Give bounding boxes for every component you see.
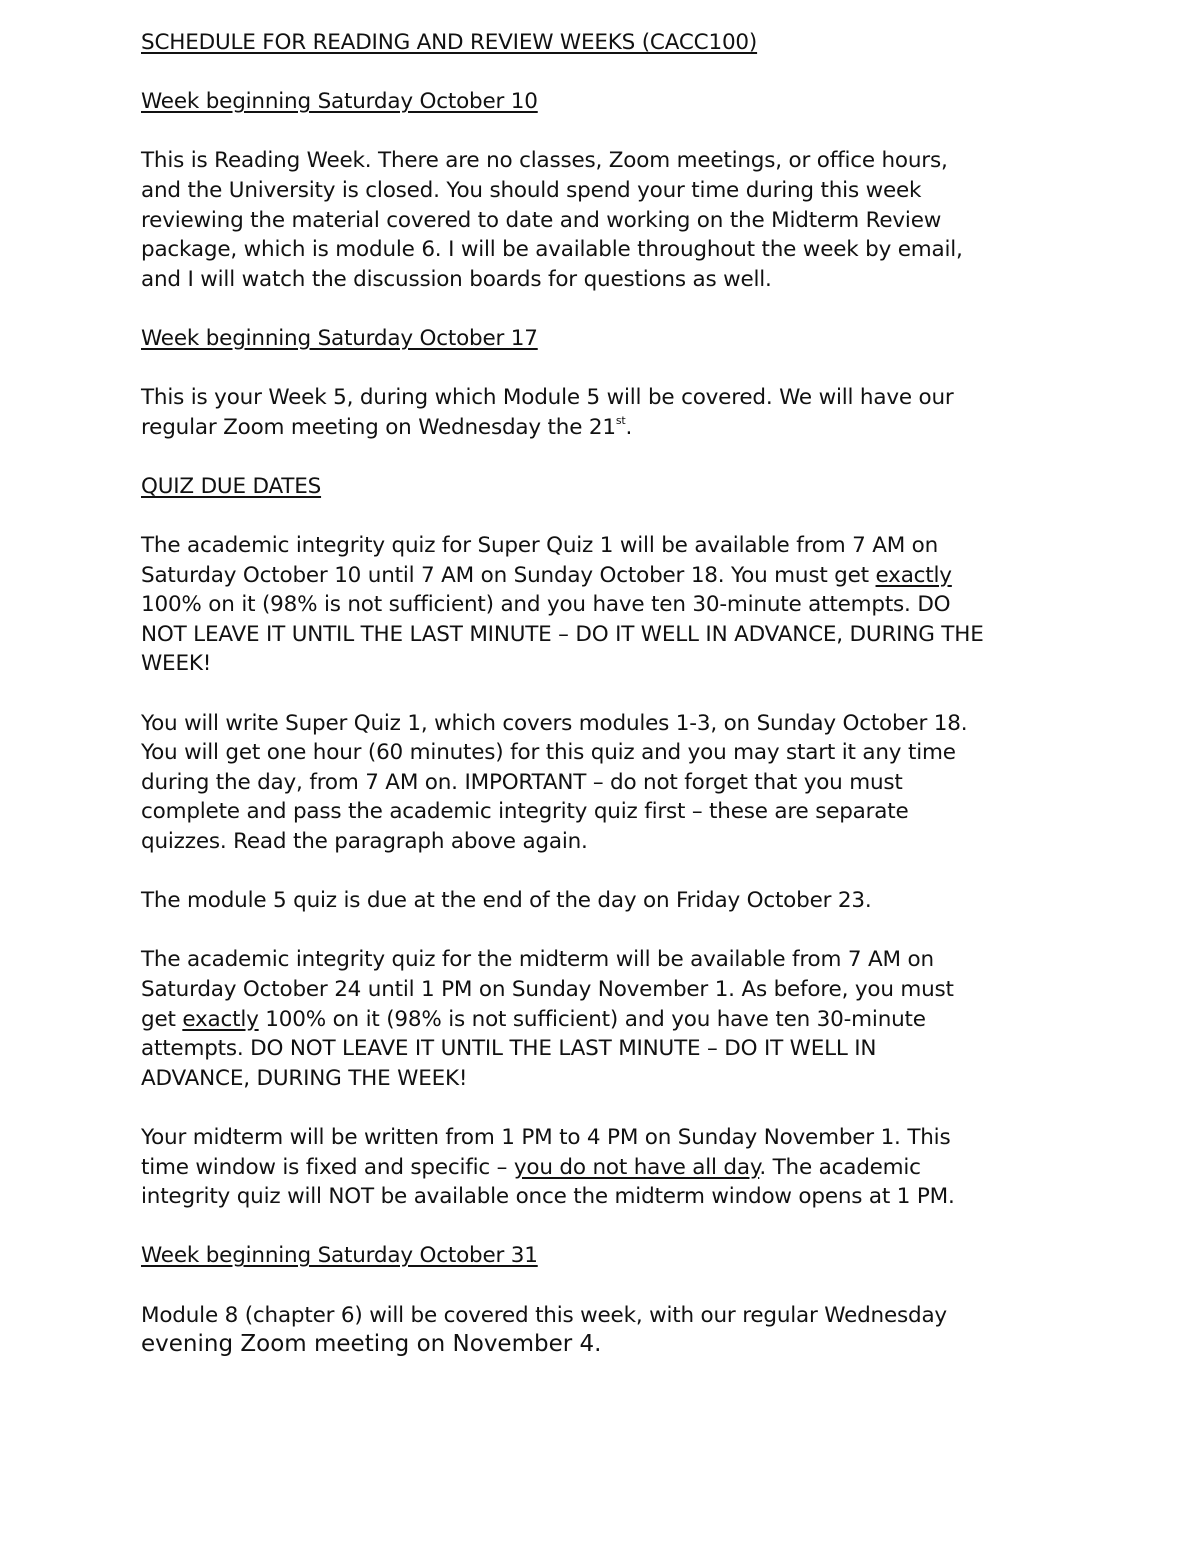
- quiz-p3-line: The module 5 quiz is due at the end of the day on Friday October 23.: [141, 888, 872, 914]
- quiz-p1-line: The academic integrity quiz for Super Quiz 1 will be available from 7 AM on: [141, 533, 939, 559]
- quiz-heading-block: [141, 472, 1061, 502]
- quiz-paragraph-4: [141, 945, 1061, 1093]
- week2-line2-end: .: [625, 414, 633, 440]
- document-title: SCHEDULE FOR READING AND REVIEW WEEKS (CACC100): [141, 30, 758, 55]
- week2-paragraph: [141, 383, 1061, 442]
- quiz-p4-line: attempts. DO NOT LEAVE IT UNTIL THE LAST MINUTE – DO IT WELL IN: [141, 1036, 877, 1062]
- week1-line: and I will watch the discussion boards for questions as well.: [141, 266, 772, 292]
- quiz-p4-line3-post: 100% on it (98% is not sufficient) and you have ten 30-minute: [258, 1006, 926, 1032]
- week1-heading: Week beginning Saturday October 10: [141, 89, 538, 115]
- week3-paragraph: [141, 1301, 1061, 1360]
- quiz-p1-line2-pre: Saturday October 10 until 7 AM on Sunday October 18. You must get: [141, 562, 876, 588]
- week2-line: This is your Week 5, during which Module 5 will be covered. We will have our: [141, 385, 954, 411]
- quiz-p5-line: integrity quiz will NOT be available once the midterm window opens at 1 PM.: [141, 1184, 955, 1210]
- quiz-p4-line: The academic integrity quiz for the midterm will be available from 7 AM on: [141, 947, 934, 973]
- quiz-p1-line: [141, 561, 1061, 591]
- week3-line: Module 8 (chapter 6) will be covered this week, with our regular Wednesday: [141, 1302, 947, 1328]
- week3-heading: Week beginning Saturday October 31: [141, 1243, 538, 1269]
- quiz-paragraph-1: [141, 531, 1061, 679]
- emphasis-exactly: exactly: [182, 1006, 259, 1032]
- emphasis-not-all-day: you do not have all day: [513, 1154, 760, 1180]
- week3-heading-block: [141, 1241, 1061, 1271]
- quiz-p1-line: NOT LEAVE IT UNTIL THE LAST MINUTE – DO IT WELL IN ADVANCE, DURING THE: [141, 621, 984, 647]
- quiz-due-dates-heading: QUIZ DUE DATES: [141, 473, 322, 499]
- week2-line: [141, 413, 1061, 443]
- quiz-p2-line: You will get one hour (60 minutes) for this quiz and you may start it any time: [141, 740, 956, 766]
- quiz-p1-line: WEEK!: [141, 651, 212, 677]
- quiz-p4-line3-pre: get: [141, 1006, 183, 1032]
- week3-line: evening Zoom meeting on November 4.: [141, 1331, 602, 1358]
- quiz-p5-line: [141, 1153, 1061, 1183]
- quiz-p2-line: You will write Super Quiz 1, which covers modules 1-3, on Sunday October 18.: [141, 710, 968, 736]
- quiz-paragraph-3: [141, 886, 1061, 916]
- quiz-p4-line: ADVANCE, DURING THE WEEK!: [141, 1065, 468, 1091]
- week2-heading: Week beginning Saturday October 17: [141, 325, 538, 351]
- week2-heading-block: [141, 324, 1061, 354]
- quiz-p4-line: Saturday October 24 until 1 PM on Sunday November 1. As before, you must: [141, 977, 954, 1002]
- document-title-block: [141, 28, 1061, 58]
- quiz-paragraph-5: [141, 1123, 1061, 1212]
- week1-paragraph: [141, 146, 1061, 294]
- document-page: [141, 28, 1061, 1389]
- week1-heading-block: [141, 87, 1061, 117]
- quiz-p5-line2-pre: time window is fixed and specific –: [141, 1154, 514, 1180]
- week2-line2-text: regular Zoom meeting on Wednesday the 21: [141, 414, 616, 440]
- ordinal-superscript: st: [615, 413, 626, 427]
- quiz-p5-line2-post: . The academic: [759, 1154, 921, 1180]
- week1-line: This is Reading Week. There are no classes, Zoom meetings, or office hours,: [141, 148, 948, 174]
- quiz-p2-line: during the day, from 7 AM on. IMPORTANT – do not forget that you must: [141, 769, 903, 795]
- quiz-paragraph-2: [141, 709, 1061, 857]
- quiz-p2-line: quizzes. Read the paragraph above again.: [141, 829, 588, 855]
- week1-line: reviewing the material covered to date and working on the Midterm Review: [141, 207, 942, 233]
- week1-line: and the University is closed. You should spend your time during this week: [141, 177, 922, 203]
- quiz-p1-line: 100% on it (98% is not sufficient) and you have ten 30-minute attempts. DO: [141, 592, 951, 618]
- quiz-p5-line: Your midterm will be written from 1 PM to 4 PM on Sunday November 1. This: [141, 1124, 951, 1150]
- emphasis-exactly: exactly: [875, 562, 952, 588]
- quiz-p4-line: [141, 1005, 1061, 1035]
- quiz-p2-line: complete and pass the academic integrity quiz first – these are separate: [141, 799, 909, 825]
- week1-line: package, which is module 6. I will be available throughout the week by email,: [141, 237, 963, 263]
